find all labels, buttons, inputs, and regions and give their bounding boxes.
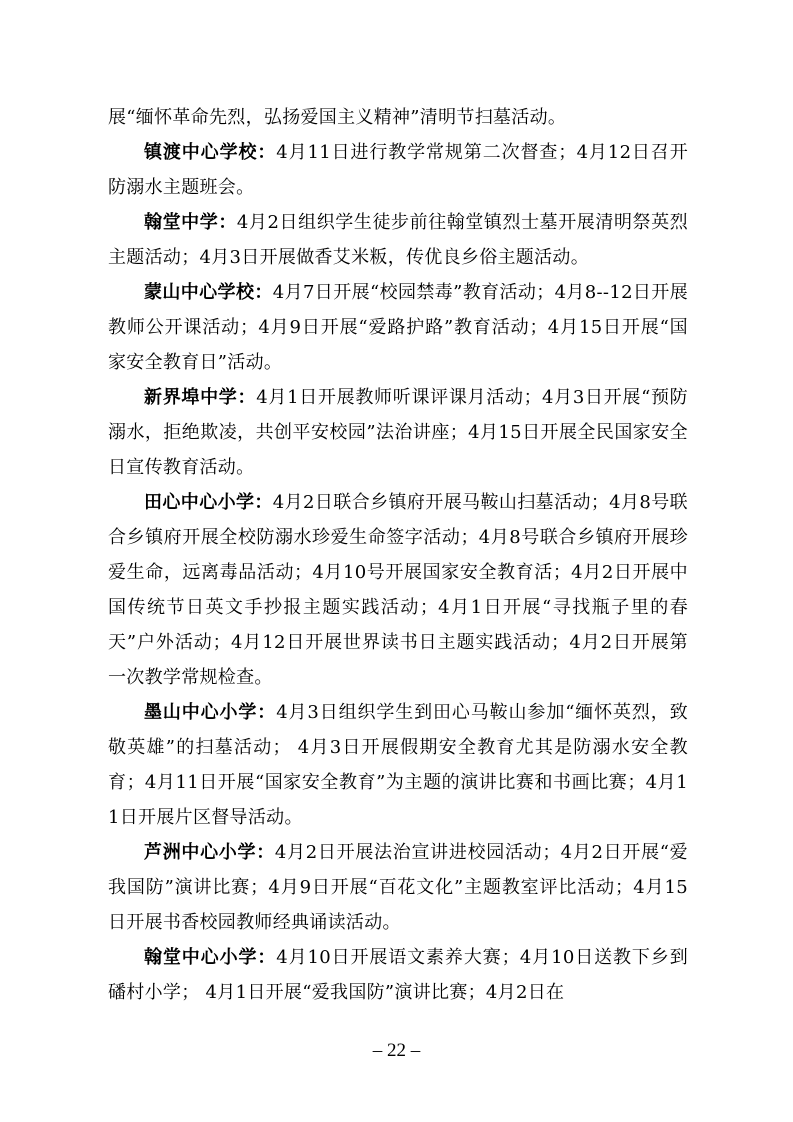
- school-name: 田心中心小学：: [144, 492, 273, 513]
- school-name: 芦洲中心小学：: [144, 842, 275, 863]
- paragraph-text: 4月11日进行教学常规第二次督查；4月12日召开防溺水主题班会。: [108, 142, 688, 198]
- paragraph-hantang-middle: [108, 205, 688, 275]
- paragraph-text: 4月1日开展教师听课评课月活动；4月3日开展“预防溺水，拒绝欺凌，共创平安校园”法治讲座；4月15日开展全民国家安全日宣传教育活动。: [108, 387, 688, 478]
- school-name: 翰堂中心小学：: [144, 947, 277, 968]
- paragraph-text: 4月2日联合乡镇府开展马鞍山扫墓活动；4月8号联合乡镇府开展全校防溺水珍爱生命签字活动；4月8号联合乡镇府开展珍爱生命，远离毒品活动；4月10号开展国家安全教育活；4月2日开展中国传统节日英文手抄报主题实践活动；4月1日开展“寻找瓶子里的春天”户外活动；4月12日开展世界读书日主题实践活动；4月2日开展第一次教学常规检查。: [108, 492, 688, 688]
- school-name: 镇渡中心学校：: [144, 142, 277, 163]
- intro-paragraph: 展“缅怀革命先烈，弘扬爱国主义精神”清明节扫墓活动。: [108, 107, 567, 128]
- paragraph-text: 4月3日组织学生到田心马鞍山参加“缅怀英烈，致敬英雄”的扫墓活动； 4月3日开展假期安全教育尤其是防溺水安全教育；4月11日开展“国家安全教育”为主题的演讲比赛和书画比赛；4月11日开展片区督导活动。: [108, 702, 688, 828]
- paragraph-luzhou: [108, 835, 688, 940]
- school-name: 蒙山中心学校：: [144, 282, 273, 303]
- paragraph-hantang-primary: [108, 940, 688, 1010]
- paragraph-text: 4月7日开展“校园禁毒”教育活动；4月8--12日开展教师公开课活动；4月9日开展“爱路护路”教育活动；4月15日开展“国家安全教育日”活动。: [108, 282, 688, 373]
- paragraph-text: 4月2日开展法治宣讲进校园活动；4月2日开展“爱我国防”演讲比赛；4月9日开展“百花文化”主题教室评比活动；4月15日开展书香校园教师经典诵读活动。: [108, 842, 688, 933]
- paragraph-zhendu: [108, 135, 688, 205]
- paragraph-moshan: [108, 695, 688, 835]
- paragraph-tianxin: [108, 485, 688, 695]
- paragraph-mengshan: [108, 275, 688, 380]
- paragraph-text: 4月2日组织学生徒步前往翰堂镇烈士墓开展清明祭英烈主题活动；4月3日开展做香艾米粄，传优良乡俗主题活动。: [108, 212, 689, 268]
- paragraph-xinjiebu: [108, 380, 688, 485]
- school-name: 翰堂中学：: [144, 212, 237, 233]
- page-number: – 22 –: [372, 1040, 421, 1061]
- school-name: 新界埠中学：: [144, 387, 257, 408]
- school-name: 墨山中心小学：: [144, 702, 277, 723]
- body-text: [108, 100, 688, 1010]
- paragraph-text: 4月10日开展语文素养大赛；4月10日送教下乡到磻村小学； 4月1日开展“爱我国防”演讲比赛；4月2日在: [108, 947, 688, 1003]
